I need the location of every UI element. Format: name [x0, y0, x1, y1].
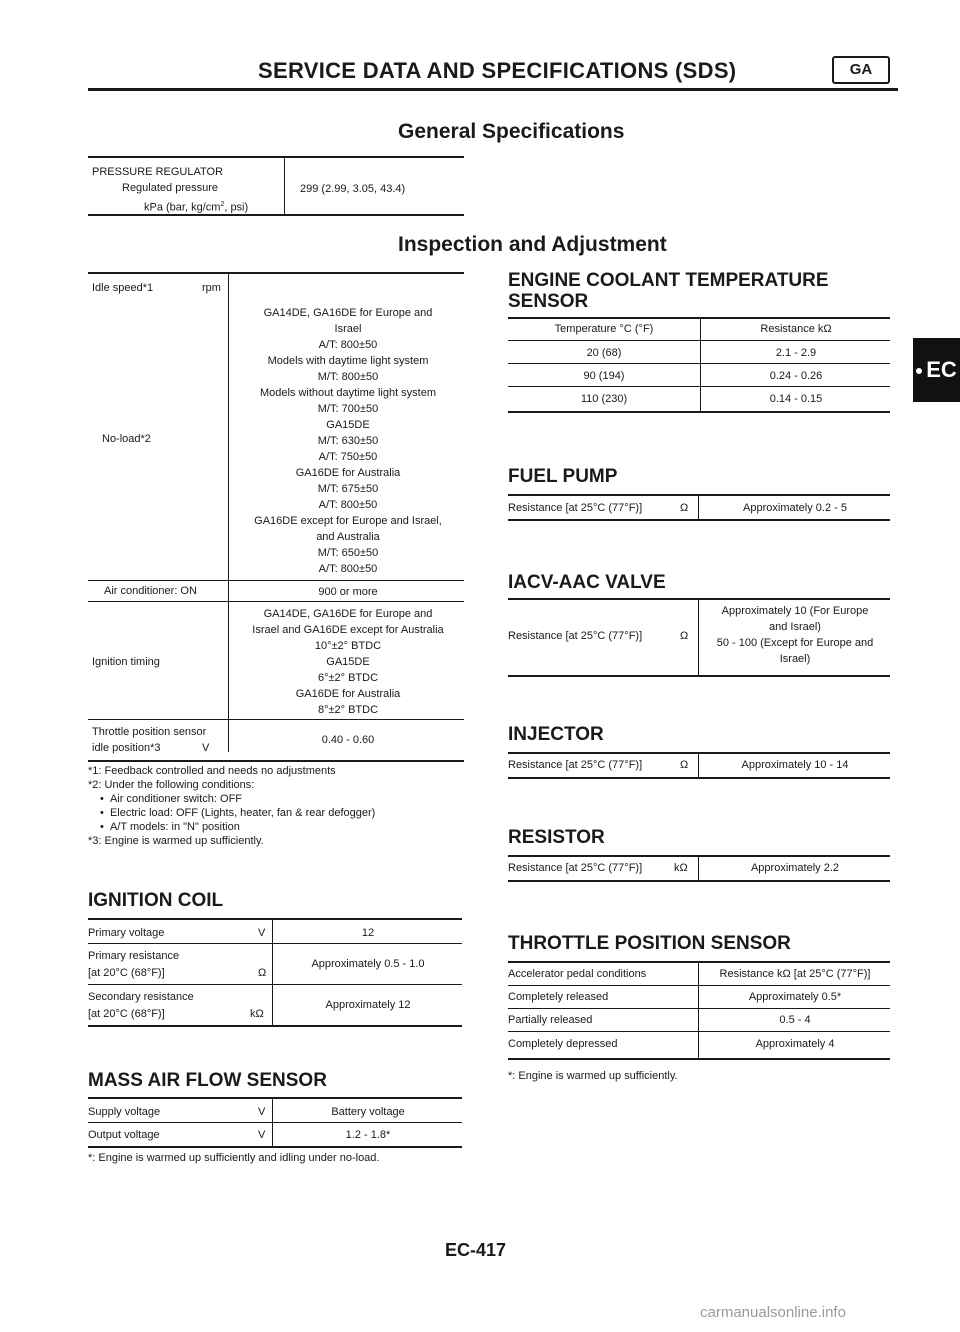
resistor-bottom-rule [508, 880, 890, 882]
resistor-unit: kΩ [674, 862, 688, 874]
page-number: EC-417 [445, 1240, 507, 1260]
no-load-line: M/T: 650±50 [317, 547, 379, 559]
fuel-pump-title: FUEL PUMP [508, 466, 618, 487]
tps-idle-label-2: idle position*3 [92, 742, 161, 754]
note-bullet-line: • Air conditioner switch: OFF [100, 793, 243, 805]
resistor-divider [698, 855, 699, 881]
no-load-line: GA15DE [326, 419, 370, 431]
ect-bottom-rule [508, 411, 890, 413]
ga-badge: GA [832, 56, 890, 84]
tps-idle-label-1: Throttle position sensor [92, 726, 207, 738]
no-load-line: and Australia [316, 531, 380, 543]
header-rule [88, 88, 898, 91]
ignition-coil-row-rule [88, 984, 462, 985]
tps-note: *: Engine is warmed up sufficiently. [508, 1070, 678, 1082]
ect-resistance-cell: 0.24 - 0.26 [769, 370, 823, 382]
ect-row-rule [508, 363, 890, 364]
ect-temp-cell: 110 (230) [580, 393, 628, 405]
resistor-label: Resistance [at 25°C (77°F)] [508, 862, 643, 874]
tps-condition-cell: Completely released [508, 991, 609, 1003]
ect-resistance-cell: 2.1 - 2.9 [775, 347, 817, 359]
primary-resistance-label: Primary resistance [88, 950, 180, 962]
fuel-pump-label: Resistance [at 25°C (77°F)] [508, 502, 643, 514]
inspection-title: Inspection and Adjustment [398, 233, 667, 256]
ignition-line: 8°±2° BTDC [317, 704, 379, 716]
iacv-value-line: Israel) [779, 653, 811, 665]
general-specs-divider [284, 158, 285, 214]
general-specs-bottom-rule [88, 214, 464, 216]
fuel-pump-value: Approximately 0.2 - 5 [743, 502, 847, 514]
injector-bottom-rule [508, 777, 890, 779]
no-load-line: A/T: 800±50 [318, 339, 378, 351]
iacv-title: IACV-AAC VALVE [508, 572, 666, 593]
page-header-title: SERVICE DATA AND SPECIFICATIONS (SDS) [258, 58, 737, 83]
ignition-timing-values [232, 606, 464, 718]
ignition-line: 6°±2° BTDC [317, 672, 379, 684]
ignition-line: GA14DE, GA16DE for Europe and [263, 608, 433, 620]
note-bullet-line: • Electric load: OFF (Lights, heater, fan & rear defogger) [100, 807, 376, 819]
maf-bottom-rule [88, 1146, 462, 1148]
regulated-pressure-value: 299 (2.99, 3.05, 43.4) [300, 183, 406, 195]
note-line: *3: Engine is warmed up sufficiently. [88, 835, 264, 847]
no-load-line: GA16DE for Australia [295, 467, 401, 479]
ignition-timing-label: Ignition timing [92, 656, 160, 668]
no-load-label: No-load*2 [102, 433, 151, 445]
ect-header-temp: Temperature °C (°F) [554, 323, 654, 335]
maf-top-rule [88, 1097, 462, 1099]
ect-title-line-2: SENSOR [508, 291, 589, 312]
iacv-top-rule [508, 598, 890, 600]
tps-header-condition: Accelerator pedal conditions [508, 968, 647, 980]
fuel-pump-top-rule [508, 494, 890, 496]
fuel-pump-unit: Ω [680, 502, 689, 514]
ignition-line: GA15DE [326, 656, 370, 668]
primary-voltage-label: Primary voltage [88, 927, 165, 939]
supply-voltage-label: Supply voltage [88, 1106, 161, 1118]
iacv-value-line: and Israel) [769, 621, 821, 633]
maf-row-rule [88, 1122, 462, 1123]
ect-temp-cell: 20 (68) [586, 347, 622, 359]
ignition-coil-row-rule [88, 943, 462, 944]
tps-resistance-cell: Approximately 0.5* [748, 991, 842, 1003]
ec-tab-label: EC [926, 357, 957, 382]
secondary-resistance-value: Approximately 12 [325, 999, 411, 1011]
tps-resistance-cell: Approximately 4 [755, 1038, 835, 1050]
ect-resistance-cell: 0.14 - 0.15 [769, 393, 823, 405]
regulated-pressure-label: Regulated pressure [122, 182, 219, 194]
ect-header-rule [508, 340, 890, 341]
injector-title: INJECTOR [508, 724, 604, 745]
resistor-title: RESISTOR [508, 827, 605, 848]
ignition-coil-bottom-rule [88, 1025, 462, 1027]
no-load-line: A/T: 800±50 [318, 499, 378, 511]
no-load-line: M/T: 700±50 [317, 403, 379, 415]
ect-temp-cell: 90 (194) [583, 370, 625, 382]
idle-table-top-rule [88, 272, 464, 274]
iacv-unit: Ω [680, 630, 689, 642]
ignition-line: GA16DE for Australia [295, 688, 401, 700]
no-load-line: GA14DE, GA16DE for Europe and [263, 307, 433, 319]
no-load-line: Israel [334, 323, 362, 335]
no-load-line: M/T: 800±50 [317, 371, 379, 383]
iacv-label: Resistance [at 25°C (77°F)] [508, 630, 643, 642]
no-load-line: Models with daytime light system [267, 355, 429, 367]
no-load-line: GA16DE except for Europe and Israel, [254, 515, 442, 527]
no-load-line: M/T: 675±50 [317, 483, 379, 495]
idle-speed-unit: rpm [202, 282, 221, 294]
pressure-unit-label: kPa (bar, $kg/cm^2$, psi) [144, 201, 249, 214]
ect-title-line-1: ENGINE COOLANT TEMPERATURE [508, 270, 829, 291]
general-specs-top-rule [88, 156, 464, 158]
tps-resistance-cell: 0.5 - 4 [779, 1014, 811, 1026]
no-load-line: Models without daytime light system [259, 387, 437, 399]
inspection-notes [88, 764, 468, 848]
tps-header-resistance: Resistance kΩ [at 25°C (77°F)] [719, 968, 871, 980]
no-load-line: M/T: 630±50 [317, 435, 379, 447]
iacv-value-line: Approximately 10 (For Europe [721, 605, 869, 617]
tps-bottom-rule [508, 1058, 890, 1060]
ignition-coil-top-rule [88, 918, 462, 920]
iacv-value-line: 50 - 100 (Except for Europe and [716, 637, 874, 649]
aircon-top-rule [88, 580, 464, 581]
no-load-values [232, 305, 464, 577]
ignition-line: 10°±2° BTDC [314, 640, 382, 652]
primary-resistance-unit: Ω [258, 967, 267, 979]
watermark: carmanualsonline.info [700, 1304, 846, 1321]
note-bullet-line: • A/T models: in "N" position [100, 821, 240, 833]
resistor-value: Approximately 2.2 [750, 862, 840, 874]
idle-speed-label: Idle speed*1 [92, 282, 154, 294]
primary-resistance-value: Approximately 0.5 - 1.0 [311, 958, 425, 970]
secondary-resistance-cond: [at 20°C (68°F)] [88, 1008, 165, 1020]
tps-divider [698, 961, 699, 1059]
no-load-line: A/T: 800±50 [318, 563, 378, 575]
tps-condition-cell: Partially released [508, 1014, 593, 1026]
supply-voltage-value: Battery voltage [331, 1106, 405, 1118]
aircon-value: 900 or more [318, 586, 378, 598]
injector-label: Resistance [at 25°C (77°F)] [508, 759, 643, 771]
idle-table-bottom-rule [88, 760, 464, 762]
ignition-line: Israel and GA16DE except for Australia [252, 624, 444, 636]
ect-header-resistance: Resistance kΩ [760, 323, 832, 335]
ect-divider [700, 317, 701, 413]
tps-idle-top-rule [88, 719, 464, 720]
injector-divider [698, 752, 699, 778]
no-load-line: A/T: 750±50 [318, 451, 378, 463]
note-line: *1: Feedback controlled and needs no adjustments [88, 765, 336, 777]
primary-voltage-unit: V [258, 927, 266, 939]
primary-voltage-value: 12 [361, 927, 375, 939]
fuel-pump-bottom-rule [508, 519, 890, 521]
iacv-bottom-rule [508, 675, 890, 677]
ec-section-tab[interactable] [913, 338, 960, 402]
output-voltage-label: Output voltage [88, 1129, 160, 1141]
tps-condition-cell: Completely depressed [508, 1038, 618, 1050]
note-line: *2: Under the following conditions: [88, 779, 255, 791]
tps-top-rule [508, 961, 890, 963]
injector-top-rule [508, 752, 890, 754]
ect-top-rule [508, 317, 890, 319]
ect-row-rule [508, 386, 890, 387]
pressure-regulator-label: PRESSURE REGULATOR [92, 166, 224, 178]
ignition-coil-title: IGNITION COIL [88, 890, 224, 911]
tps-idle-value: 0.40 - 0.60 [321, 734, 375, 746]
resistor-top-rule [508, 855, 890, 857]
injector-value: Approximately 10 - 14 [741, 759, 849, 771]
supply-voltage-unit: V [258, 1106, 266, 1118]
tps-row-rule [508, 1008, 890, 1009]
bullet-icon [916, 368, 922, 374]
aircon-label: Air conditioner: ON [104, 585, 197, 597]
primary-resistance-cond: [at 20°C (68°F)] [88, 967, 165, 979]
tps-title: THROTTLE POSITION SENSOR [508, 933, 791, 954]
output-voltage-value: 1.2 - 1.8* [345, 1129, 391, 1141]
injector-unit: Ω [680, 759, 689, 771]
ignition-top-rule [88, 601, 464, 602]
general-specs-title: General Specifications [398, 120, 625, 143]
idle-table-divider [228, 272, 229, 752]
maf-title: MASS AIR FLOW SENSOR [88, 1070, 327, 1091]
maf-note: *: Engine is warmed up sufficiently and idling under no-load. [88, 1152, 380, 1164]
ignition-coil-divider [272, 918, 273, 1026]
tps-row-rule [508, 1031, 890, 1032]
iacv-values [700, 603, 890, 667]
secondary-resistance-unit: kΩ [250, 1008, 264, 1020]
iacv-divider [698, 598, 699, 676]
fuel-pump-divider [698, 494, 699, 520]
secondary-resistance-label: Secondary resistance [88, 991, 194, 1003]
output-voltage-unit: V [258, 1129, 266, 1141]
tps-idle-unit: V [202, 742, 210, 754]
tps-header-rule [508, 985, 890, 986]
